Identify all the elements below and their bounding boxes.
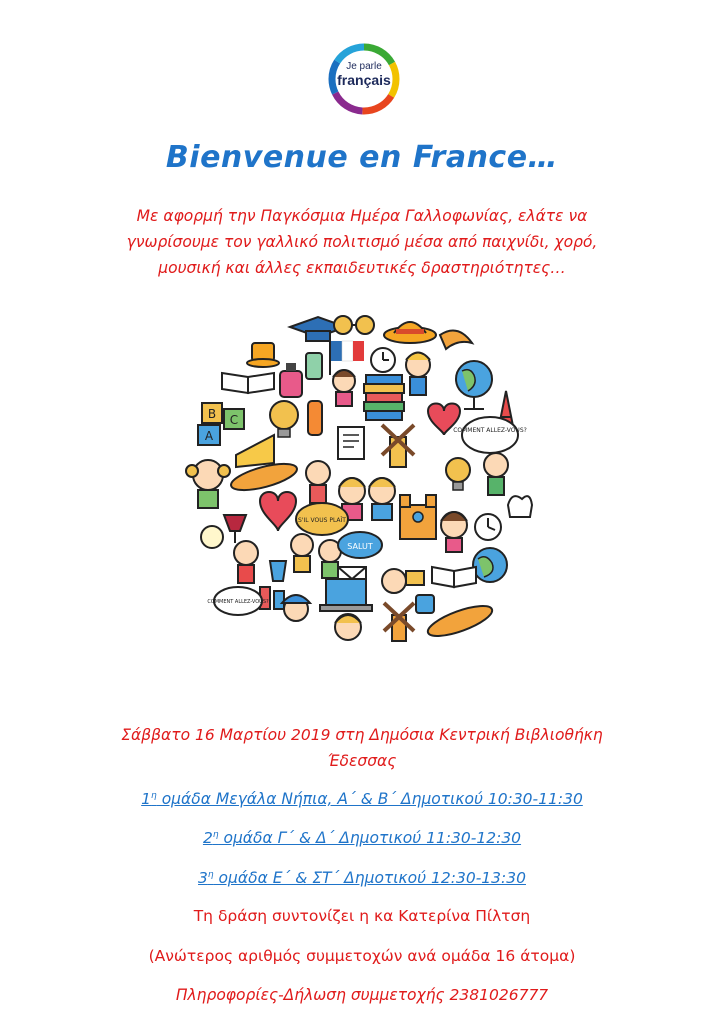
perfume-bottle-icon <box>280 363 302 397</box>
windmill-icon <box>382 425 414 467</box>
lamp-bulb-icon <box>201 526 223 548</box>
windmill-icon-2 <box>384 603 414 641</box>
speech-bubble-icon <box>453 417 527 453</box>
group-1-sup: η <box>151 790 157 801</box>
abc-blocks-icon <box>198 403 244 445</box>
bubble-text-2: S'IL VOUS PLAÎT <box>298 517 346 524</box>
page-title: Bienvenue en France… <box>165 140 559 175</box>
wine-glass-icon <box>224 515 246 543</box>
bubble-text-1: COMMENT ALLEZ-VOUS? <box>453 427 527 434</box>
document-icon <box>338 427 364 459</box>
girl-doodle-icon <box>333 370 355 406</box>
group-1-schedule <box>0 790 724 808</box>
bubble-text-4: COMMENT ALLEZ-VOUS? <box>207 599 269 605</box>
alarm-clock-icon <box>371 348 395 372</box>
girl-with-pigtails-icon <box>186 460 230 508</box>
bubble-text-3: SALUT <box>347 542 373 551</box>
lightbulb-brain-icon <box>270 401 298 437</box>
wall-clock-icon <box>475 514 501 540</box>
running-kid-icon <box>484 453 508 495</box>
group-1-num: 1 <box>141 790 152 808</box>
laptop-icon <box>320 579 372 611</box>
logo-line2: français <box>337 72 391 88</box>
speech-bubble-salut-icon <box>338 532 382 558</box>
svg-text:C: C <box>229 413 239 427</box>
event-date <box>0 722 724 774</box>
group-2-text: ομάδα Γ΄ & Δ΄ Δημοτικού 11:30-12:30 <box>218 829 522 847</box>
group-3-sup: η <box>207 869 214 880</box>
event-date-line1: Σάββατο 16 Μαρτίου 2019 στη Δημόσια Κεντρική Βιβλιοθήκη <box>121 726 603 744</box>
dancing-kids-icon <box>291 534 341 578</box>
contact-info: Πληροφορίες-Δήλωση συμμετοχής 2381026777 <box>175 986 549 1004</box>
kid-doodle-icon <box>306 461 330 503</box>
sun-hat-icon <box>384 322 436 343</box>
bottle-icon <box>308 401 322 435</box>
girl-doodle-icon-2 <box>441 512 467 552</box>
falling-kid-icon <box>382 569 424 593</box>
sunglasses-icon <box>334 316 374 334</box>
baguette-icon-2 <box>425 600 496 642</box>
bulb-icon <box>446 458 470 490</box>
group-2-sup: η <box>212 829 219 840</box>
chef-hat-icon <box>508 496 532 517</box>
event-date-line2: Έδεσσας <box>327 752 397 770</box>
coordinator-text: Τη δράση συντονίζει η κα Κατερίνα Πίλτση <box>193 907 531 925</box>
intro-text: Με αφορμή την Παγκόσμια Ημέρα Γαλλοφωνίας, ελάτε να γνωρίσουμε τον γαλλικό πολιτισμό μέσα από παιχνίδι, χορό, μουσική και άλλες εκπαιδευτικές δραστηριότητες… <box>126 207 598 277</box>
group-1-text: ομάδα Μεγάλα Νήπια, Α΄ & Β΄ Δημοτικού 10:30-11:30 <box>156 790 583 808</box>
smiling-kid-icon <box>335 614 361 640</box>
croissant-icon <box>440 331 472 350</box>
notre-dame-icon <box>400 495 436 539</box>
je-parle-francais-logo <box>327 42 401 116</box>
group-3-text: ομάδα Ε΄ & ΣΤ΄ Δημοτικού 12:30-13:30 <box>213 869 526 887</box>
group-3-num: 3 <box>198 869 208 887</box>
globe-icon-2 <box>473 548 507 582</box>
globe-icon <box>456 361 492 409</box>
boy-doodle-icon <box>406 353 430 396</box>
participant-limit: (Ανώτερος αριθμός συμμετοχών ανά ομάδα 16 άτομα) <box>148 947 576 965</box>
coffee-cup-icon <box>247 343 279 367</box>
big-heart-icon <box>260 492 296 531</box>
logo-text <box>327 62 401 87</box>
cheese-icon <box>236 435 274 467</box>
svg-text:A: A <box>204 429 214 443</box>
group-3-schedule <box>0 869 724 887</box>
group-2-num: 2 <box>202 829 213 847</box>
group-2-schedule <box>0 829 724 847</box>
open-book-icon <box>432 567 476 587</box>
boy-doodle-icon-2 <box>234 541 258 583</box>
drinks-icon <box>260 587 284 609</box>
book-icon <box>222 373 274 393</box>
logo-line1: Je parle <box>346 61 382 72</box>
france-doodle-illustration <box>178 305 538 655</box>
paper-cup-icon <box>270 561 286 581</box>
kid-with-hat-icon <box>282 595 310 621</box>
svg-text:B: B <box>207 407 217 421</box>
coffee-cup-icon-2 <box>416 595 434 613</box>
speech-bubble-silvousplait-icon <box>296 503 348 535</box>
jar-icon <box>306 353 322 379</box>
stack-of-books-icon <box>364 375 404 420</box>
